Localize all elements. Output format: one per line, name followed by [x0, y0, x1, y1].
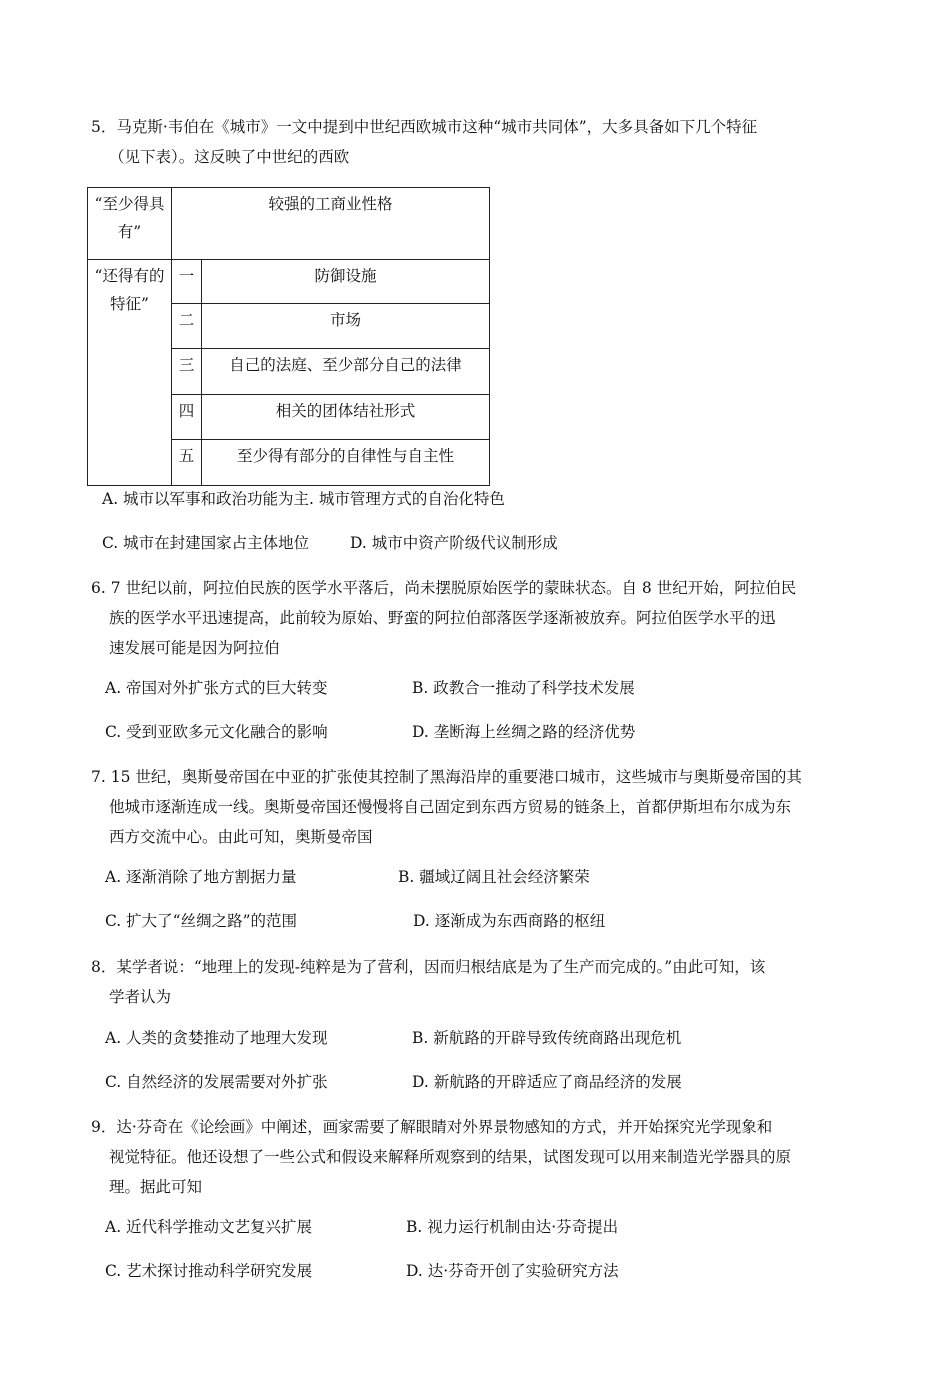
table-cell-num: 一 — [172, 260, 202, 304]
q6-option-a[interactable]: A. 帝国对外扩张方式的巨大转变 — [105, 679, 328, 697]
q8-stem-line2: 学者认为 — [109, 988, 172, 1006]
q7-option-b[interactable]: B. 疆域辽阔且社会经济繁荣 — [398, 868, 590, 886]
table-cell: 自己的法庭、至少部分自己的法律 — [202, 349, 490, 395]
q8-stem-line1: 8．某学者说：“地理上的发现-纯粹是为了营利，因而归根结底是为了生产而完成的。”由此可知，该 — [91, 958, 766, 976]
table-cell: 市场 — [202, 304, 490, 349]
q6-stem-line3: 速发展可能是因为阿拉伯 — [109, 639, 280, 657]
table-row — [88, 188, 490, 260]
table-header-cell: “至少得具有” — [88, 188, 172, 260]
q6-option-c[interactable]: C. 受到亚欧多元文化融合的影响 — [105, 723, 328, 741]
q8-option-d[interactable]: D. 新航路的开辟适应了商品经济的发展 — [412, 1073, 682, 1091]
table-cell-num: 三 — [172, 349, 202, 395]
q8-option-a[interactable]: A. 人类的贪婪推动了地理大发现 — [105, 1029, 328, 1047]
q6-stem-line1: 6. 7 世纪以前，阿拉伯民族的医学水平落后，尚未摆脱原始医学的蒙昧状态。自 8 世纪开始，阿拉伯民 — [91, 579, 797, 597]
table-header-cell: “还得有的特征” — [88, 260, 172, 486]
q9-stem-line1: 9．达·芬奇在《论绘画》中阐述，画家需要了解眼睛对外界景物感知的方式，并开始探究光学现象和 — [91, 1118, 773, 1136]
table-cell: 较强的工商业性格 — [172, 188, 490, 260]
q8-option-b[interactable]: B. 新航路的开辟导致传统商路出现危机 — [412, 1029, 682, 1047]
q6-stem-line2: 族的医学水平迅速提高，此前较为原始、野蛮的阿拉伯部落医学逐渐被放弃。阿拉伯医学水平的迅 — [109, 609, 776, 627]
q9-option-b[interactable]: B. 视力运行机制由达·芬奇提出 — [406, 1218, 619, 1236]
q7-stem-line2: 他城市逐渐连成一线。奥斯曼帝国还慢慢将自己固定到东西方贸易的链条上，首都伊斯坦布尔成为东 — [109, 798, 792, 816]
q6-option-b[interactable]: B. 政教合一推动了科学技术发展 — [412, 679, 635, 697]
q6-option-d[interactable]: D. 垄断海上丝绸之路的经济优势 — [412, 723, 636, 741]
q5-stem-line1: 5．马克斯·韦伯在《城市》一文中提到中世纪西欧城市这种“城市共同体”，大多具备如下几个特征 — [91, 118, 758, 136]
table-cell: 防御设施 — [202, 260, 490, 304]
q9-option-d[interactable]: D. 达·芬奇开创了实验研究方法 — [406, 1262, 619, 1280]
q7-stem-line3: 西方交流中心。由此可知，奥斯曼帝国 — [109, 828, 373, 846]
table-cell-num: 二 — [172, 304, 202, 349]
q7-option-a[interactable]: A. 逐渐消除了地方割据力量 — [105, 868, 297, 886]
table-cell-num: 五 — [172, 440, 202, 486]
q5-option-c[interactable]: C. 城市在封建国家占主体地位 — [102, 534, 310, 552]
q7-option-d[interactable]: D. 逐渐成为东西商路的枢纽 — [413, 912, 606, 930]
city-features-table — [87, 187, 490, 486]
table-cell-num: 四 — [172, 395, 202, 440]
q9-stem-line2: 视觉特征。他还设想了一些公式和假设来解释所观察到的结果，试图发现可以用来制造光学器具的原 — [109, 1148, 792, 1166]
q9-stem-line3: 理。据此可知 — [109, 1178, 203, 1196]
q9-option-a[interactable]: A. 近代科学推动文艺复兴扩展 — [105, 1218, 313, 1236]
table-row — [88, 260, 490, 304]
q8-option-c[interactable]: C. 自然经济的发展需要对外扩张 — [105, 1073, 328, 1091]
q5-stem-line2: （见下表）。这反映了中世纪的西欧 — [109, 148, 350, 166]
q7-stem-line1: 7. 15 世纪，奥斯曼帝国在中亚的扩张使其控制了黑海沿岸的重要港口城市，这些城市与奥斯曼帝国的其 — [91, 768, 802, 786]
table-cell: 至少得有部分的自律性与自主性 — [202, 440, 490, 486]
table-cell: 相关的团体结社形式 — [202, 395, 490, 440]
q5-option-d[interactable]: D. 城市中资产阶级代议制形成 — [350, 534, 558, 552]
q9-option-c[interactable]: C. 艺术探讨推动科学研究发展 — [105, 1262, 313, 1280]
q7-option-c[interactable]: C. 扩大了“丝绸之路”的范围 — [105, 912, 298, 930]
q5-option-ab[interactable]: A. 城市以军事和政治功能为主. 城市管理方式的自治化特色 — [102, 490, 505, 508]
